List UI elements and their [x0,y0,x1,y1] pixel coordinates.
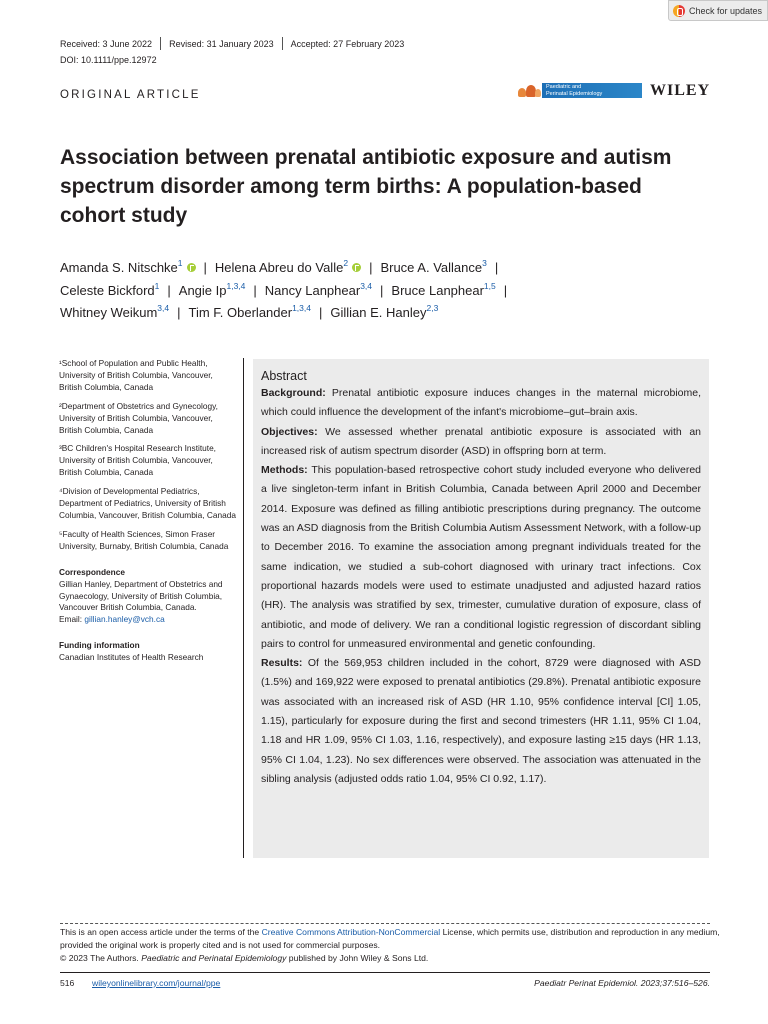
correspondence-text: Gillian Hanley, Department of Obstetrics and Gynaecology, University of British Columbia, Vancouver British Columbia, Canada. [59,578,223,613]
journal-logo [516,83,642,98]
methods-label: Methods: [261,464,308,477]
abstract-results [261,654,701,789]
email-label: Email: [59,614,85,625]
copyright-journal: Paediatric and Perinatal Epidemiology [141,952,287,963]
email-link[interactable]: gillian.hanley@vch.ca [84,614,165,625]
revised-date: Revised: 31 January 2023 [169,38,274,49]
affiliations-column [59,358,237,671]
author[interactable]: Nancy Lanphear$^{3,4}$ [264,280,373,298]
license-link[interactable]: Creative Commons Attribution-NonCommercial [261,927,441,937]
author-list: Amanda S. Nitschke$^1$ | Helena Abreu do Valle$^2$ | Bruce A. Vallance$^3$ | Celeste Bickford$^1$ | Angie Ip$^{1,3,4}$ | Nancy Lanphear$^{3,4}$ | Bruce Lanphear$^{1,5}$ | Whitney Weikum$^{3,4}$ | Tim F. Oberlander$^{1,3,4}$ | Gillian E. Hanley$^{2,3}$ [60,258,508,320]
author[interactable]: Bruce Lanphear$^{1,5}$ [391,280,496,298]
journal-logo-line2: Perinatal Epidemiology [546,90,603,97]
background-text: Prenatal antibiotic exposure induces changes in the maternal microbiome, which could influence the development of the infant's microbiome–gut–brain axis. [261,387,701,419]
article-dates [60,37,404,50]
abstract-box [253,359,709,858]
funding-heading: Funding information [59,640,140,651]
crossmark-icon [673,5,685,17]
author[interactable]: Celeste Bickford$^1$ [60,280,160,298]
check-for-updates-button[interactable] [668,0,768,21]
results-text: Of the 569,953 children included in the cohort, 8729 were diagnosed with ASD (1.5%) and 169,922 were exposed to prenatal antibiotics (29.8%). Prenatal antibiotic exposure was associated with an increased risk of ASD (HR 1.10, 95% confidence interval [CI] 1.05, 1.15), particularly for exposure during the first and second trimesters (HR 1.11, 95% CI 1.04, 1.18 and HR 1.09, 95% CI 1.03, 1.16, respectively), and exposure lasting ≥15 days (HR 1.13, 95% CI 1.04, 1.23). No sex differences were observed. The association was attenuated in the sibling analysis (adjusted odds ratio 1.04, 95% CI 0.92, 1.17). [261,657,702,785]
check-for-updates-label: Check for updates [689,5,763,16]
received-date: Received: 3 June 2022 [60,38,153,49]
author[interactable]: Tim F. Oberlander$^{1,3,4}$ [188,303,311,320]
affiliation: ³BC Children's Hospital Research Institute, University of British Columbia, Vancouver, British Columbia, Canada [59,443,216,478]
affiliation: ⁵Faculty of Health Sciences, Simon Fraser University, Burnaby, British Columbia, Canada [59,528,229,551]
accepted-date: Accepted: 27 February 2023 [290,38,405,49]
date-divider [160,37,161,50]
funding-text: Canadian Institutes of Health Research [59,652,204,663]
methods-text: This population-based retrospective cohort study included everyone who delivered a live singleton-term infant in British Columbia, Canada between April 2000 and December 2014. Exposure was defined as filling antibiotic prescriptions during pregnancy. The outcome was an ASD diagnosis from the British Columbia Autism Assessment Network, with a follow-up to December 2016. To examine the association among pregnant individuals treated for the same indication, we studied a sub-cohort diagnosed with urinary tract infections. Cox proportional hazards models were used to estimate unadjusted and adjusted hazard ratios (HR). The analysis was stratified by sex, trimester, cumulative duration of exposure, class of antibiotic, and mode of delivery. We ran a conditional logistic regression of discordant sibling pairs to control for unmeasured environmental and genetic confounding. [261,464,701,650]
column-divider [243,358,244,858]
results-label: Results: [261,657,303,670]
copyright-text: © 2023 The Authors. [60,952,142,963]
abstract-methods [261,461,701,654]
abstract-objectives [261,423,701,462]
doi: DOI: 10.1111/ppe.12972 [60,55,157,65]
orcid-icon[interactable] [352,263,361,272]
date-divider [282,37,283,50]
license-text: This is an open access article under the terms of the [60,927,262,937]
footer-rule [60,972,710,973]
objectives-text: We assessed whether prenatal antibiotic exposure is associated with an increased risk of autism spectrum disorder (ASD) in offspring born at term. [261,425,701,457]
background-label: Background: [261,387,326,399]
citation: Paediatr Perinat Epidemiol. 2023;37:516–526. [534,978,710,988]
correspondence-heading: Correspondence [59,566,125,577]
author[interactable]: Helena Abreu do Valle$^2$ [214,258,349,275]
journal-logo-text [542,83,642,98]
author[interactable]: Amanda S. Nitschke$^1$ [60,258,183,275]
affiliation: ²Department of Obstetrics and Gynecology, University of British Columbia, Vancouver, British Columbia, Canada [59,400,218,435]
objectives-label: Objectives: [261,425,318,438]
copyright-text: published by John Wiley & Sons Ltd. [286,952,429,963]
journal-logo-line1: Paediatric and [546,84,582,90]
correspondence-email-line [59,614,237,626]
author[interactable]: Gillian E. Hanley$^{2,3}$ [330,303,439,320]
author[interactable]: Bruce A. Vallance$^3$ [380,258,487,275]
abstract-background [261,384,701,423]
article-title: Association between prenatal antibiotic exposure and autism spectrum disorder among term births: A population-based cohort study [60,146,672,227]
journal-url-link[interactable]: wileyonlinelibrary.com/journal/ppe [92,978,221,988]
page-number: 516 [60,978,75,988]
section-label: ORIGINAL ARTICLE [60,89,201,101]
affiliation: ⁴Division of Developmental Pediatrics, Department of Pediatrics, University of British Columbia, Vancouver, British Columbia, Canada [59,486,236,520]
author[interactable]: Angie Ip$^{1,3,4}$ [178,280,246,298]
license-note [60,926,720,964]
publisher-logo: WILEY [650,82,711,99]
author[interactable]: Whitney Weikum$^{3,4}$ [60,303,170,320]
license-text: License, which permits use, distribution and reproduction in any medium, provided the original work is properly cited and is not used for commercial purposes. [60,927,720,950]
abstract-heading: Abstract [261,369,307,383]
orcid-icon[interactable] [187,263,196,272]
family-figures-icon [516,83,542,98]
affiliation: ¹School of Population and Public Health, University of British Columbia, Vancouver, British Columbia, Canada [59,358,213,392]
footer-divider [60,923,710,924]
